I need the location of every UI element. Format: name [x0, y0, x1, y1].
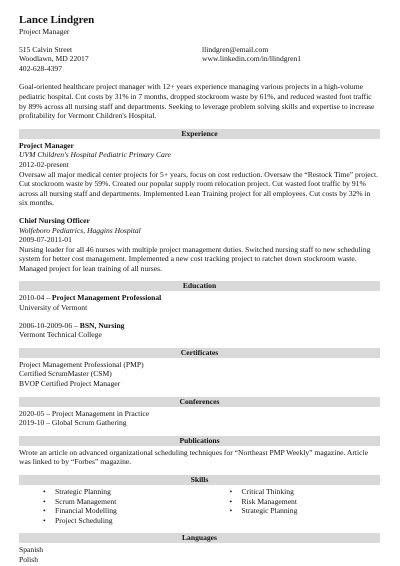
contact-left: [19, 45, 89, 74]
education-dates: 2006-10-2009-06 –: [19, 320, 80, 330]
resume-header: [19, 14, 380, 73]
skill-item: • Critical Thinking: [230, 487, 381, 497]
education-school: University of Vermont: [19, 303, 88, 313]
skill-item: • Strategic Planning: [230, 506, 381, 516]
language-item: Polish: [19, 554, 38, 564]
contact-block: [19, 45, 380, 74]
education-item: [19, 321, 380, 340]
section-heading-experience: Experience: [19, 129, 380, 139]
skill-item: • Financial Modelling: [43, 506, 194, 516]
experience-item: [19, 141, 380, 208]
section-heading-publications: Publications: [19, 436, 380, 446]
job-title: Chief Nursing Officer: [19, 215, 90, 225]
section-heading-certificates: Certificates: [19, 348, 380, 358]
candidate-name: Lance Lindgren: [19, 14, 95, 26]
skills-list: [19, 487, 380, 525]
skill-item: • Project Scheduling: [43, 516, 194, 526]
conference-item: 2020-05 – Project Management in Practice: [19, 408, 150, 418]
address-line-1: 515 Calvin Street: [19, 44, 73, 54]
contact-right: [202, 45, 380, 74]
skills-column-2: [194, 487, 381, 525]
section-heading-education: Education: [19, 281, 380, 291]
job-dates: 2009-07-2011-01: [19, 235, 72, 245]
skills-column-1: [19, 487, 194, 525]
certificate-item: Project Management Professional (PMP): [19, 359, 144, 369]
conferences-list: [19, 409, 380, 428]
job-dates: 2012-02-present: [19, 159, 69, 169]
education-line: [19, 321, 380, 331]
languages-list: [19, 545, 380, 564]
candidate-title: Project Manager: [19, 27, 70, 36]
education-degree: Project Management Professional: [51, 293, 162, 303]
publication-text: Wrote an article on advanced organizational scheduling techniques for “Northeast PMP Weekly” magazine. Article was linked to by “Forbes” magazine.: [19, 447, 368, 467]
skill-item: • Risk Management: [230, 497, 381, 507]
certificate-item: Certified ScrumMaster (CSM): [19, 369, 112, 379]
conference-item: 2019-10 – Global Scrum Gathering: [19, 418, 127, 428]
address-line-2: Woodlawn, MD 22017: [19, 54, 89, 64]
experience-item: [19, 216, 380, 274]
job-description: Oversaw all major medical center projects for 5+ years, focus on cost reduction. Oversaw the “Restock Time” project. Cut stockroom waste by 59%. Created our popular supply room relocation project. Cut wasted foot traffic by 91% across all nursing staff and departments. Implemented Lean Training project for all employees. Cut costs by 32% in six months.: [19, 169, 378, 208]
education-dates: 2010-04 –: [19, 293, 52, 303]
language-item: Spanish: [19, 545, 44, 555]
linkedin-url[interactable]: www.linkedin.com/in/llindgren1: [202, 54, 302, 64]
job-company: Wolfeboro Pediatrics, Haggins Hospital: [19, 225, 141, 235]
certificate-item: BVOP Certified Project Manager: [19, 379, 121, 389]
section-heading-languages: Languages: [19, 533, 380, 543]
skill-item: • Strategic Planning: [43, 487, 194, 497]
education-school: Vermont Technical College: [19, 330, 102, 340]
job-company: UVM Children's Hospital Pediatric Primary Care: [19, 150, 171, 160]
education-line: [19, 293, 380, 303]
phone-number: 402-628-4397: [19, 63, 63, 73]
section-heading-conferences: Conferences: [19, 397, 380, 407]
job-description: Nursing leader for all 46 nurses with multiple project management duties. Switched nursing staff to new scheduling system for better cost management. Implemented a new cost tracking project to ratchet down stockroom waste. Managed project for lean training of all nurses.: [19, 244, 371, 273]
section-heading-skills: Skills: [19, 475, 380, 485]
education-item: [19, 293, 380, 312]
education-degree: BSN, Nursing: [79, 320, 125, 330]
job-title: Project Manager: [19, 140, 74, 150]
education-list: [19, 293, 380, 339]
skill-item: • Scrum Management: [43, 497, 194, 507]
summary-paragraph: Goal-oriented healthcare project manager with 12+ years experience managing various projects in a high-volume pediatric hospital. Cut costs by 31% in 7 months, dropped stockroom waste by 61%, and reduced wasted foot traffic by 89% across all nursing staff and departments. Seeking to leverage problem solving skills and expertise to increase profitability for Vermont Children's Hospital.: [19, 82, 375, 121]
certificates-list: [19, 360, 380, 389]
email-address[interactable]: llindgren@email.com: [202, 44, 269, 54]
experience-list: [19, 141, 380, 274]
